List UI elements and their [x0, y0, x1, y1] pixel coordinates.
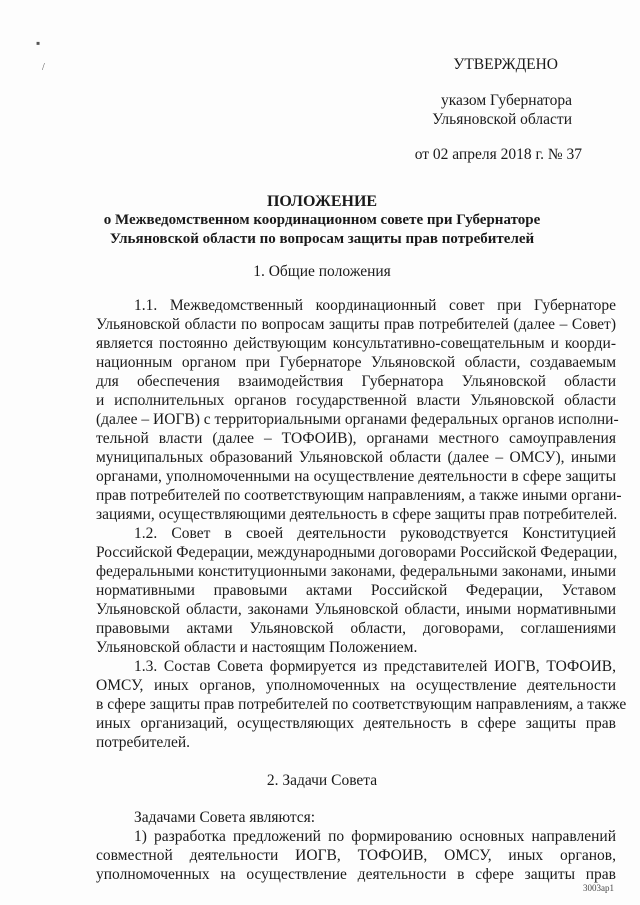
paragraph-line: в сфере защиты прав потребителей по соответствующим направлениям, а также — [96, 696, 627, 713]
paragraph-line: национным органом при Губернаторе Ульяновской области, создаваемым — [96, 354, 616, 371]
approval-by-line2: Ульяновской области — [432, 111, 572, 128]
paragraph-line: органами, уполномоченными на осуществление деятельности в сфере защиты — [96, 468, 616, 485]
paragraph-line: и исполнительных органов государственной власти Ульяновской области — [96, 392, 616, 409]
paragraph-line: Задачами Совета являются: — [134, 809, 316, 826]
paragraph-line: для обеспечения взаимодействия Губернатора Ульяновской области — [96, 373, 616, 390]
scan-speck-mark: ▪ — [36, 36, 41, 50]
paragraph-line: ОМСУ, иных органов, уполномоченных на осуществление деятельности — [96, 677, 616, 694]
paragraph-line: совместной деятельности ИОГВ, ТОФОИВ, ОМСУ, иных органов, — [96, 847, 616, 864]
approval-by-line1: указом Губернатора — [440, 92, 572, 109]
approval-date-line: от 02 апреля 2018 г. № 37 — [414, 146, 582, 163]
paragraph-line: нормативными правовыми актами Российской Федерации, Уставом — [96, 582, 616, 599]
section2-heading: 2. Задачи Совета — [266, 772, 378, 789]
paragraph-line: 1) разработка предложений по формированию основных направлений — [134, 828, 616, 845]
paragraph-line: 1.2. Совет в своей деятельности руководствуется Конституцией — [134, 525, 616, 542]
paragraph-line: потребителей. — [96, 734, 191, 751]
paragraph-line: правовыми актами Ульяновской области, договорами, соглашениями — [96, 620, 616, 637]
paragraph-line: Ульяновской области, законами Ульяновской области, иными нормативными — [96, 601, 616, 618]
approval-label: УТВЕРЖДЕНО — [453, 56, 558, 73]
page-code: 3003ap1 — [583, 883, 614, 893]
document-title-line2: Ульяновской области по вопросам защиты прав потребителей — [109, 231, 535, 247]
paragraph-line: прав потребителей по соответствующим направлениям, а также иными органи- — [96, 487, 622, 504]
section1-heading: 1. Общие положения — [253, 263, 391, 280]
paragraph-line: является постоянно действующим консультативно-совещательным и коорди- — [96, 335, 616, 352]
paragraph-line: тельной власти (далее – ТОФОИВ), органами местного самоуправления — [96, 430, 616, 447]
paragraph-line: уполномоченных на осуществление деятельности в сфере защиты прав — [96, 866, 616, 883]
paragraph-line: 1.1. Межведомственный координационный совет при Губернаторе — [134, 297, 616, 314]
paragraph-line: (далее – ИОГВ) с территориальными органами федеральных органов исполни- — [96, 411, 619, 428]
paragraph-line: зациями, осуществляющими деятельность в сфере защиты прав потребителей. — [96, 506, 618, 523]
paragraph-line: Ульяновской области по вопросам защиты прав потребителей (далее – Совет) — [96, 316, 616, 333]
paragraph-line: муниципальных образований Ульяновской области (далее – ОМСУ), иными — [96, 449, 616, 466]
document-title: ПОЛОЖЕНИЕ — [266, 193, 378, 210]
paragraph-line: Ульяновской области и настоящим Положением. — [96, 639, 418, 656]
paragraph-line: иных организаций, осуществляющих деятельность в сфере защиты прав — [96, 715, 616, 732]
paragraph-line: федеральными конституционными законами, федеральными законами, иными — [96, 563, 616, 580]
paragraph-line: Российской Федерации, международными договорами Российской Федерации, — [96, 544, 618, 561]
scan-speck-mark: / — [42, 62, 45, 73]
paragraph-line: 1.3. Состав Совета формируется из представителей ИОГВ, ТОФОИВ, — [134, 658, 616, 675]
document-title-line1: о Межведомственном координационном совете при Губернаторе — [103, 212, 541, 228]
